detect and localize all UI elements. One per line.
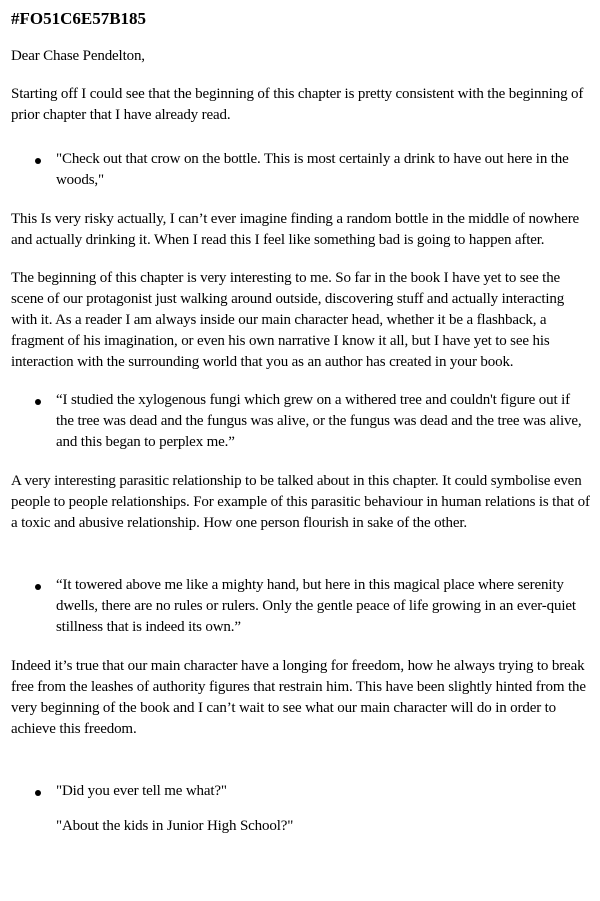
bullet-icon bbox=[35, 399, 41, 405]
salutation: Dear Chase Pendelton, bbox=[11, 48, 145, 64]
quote-followup-text: "About the kids in Junior High School?" bbox=[56, 818, 294, 834]
quote-text: “It towered above me like a mighty hand, but here in this magical place where serenity dwells, there are no rules or rulers. Only the gentle peace of life growing in an ever-quiet stillness that is indeed its own.” bbox=[56, 577, 576, 635]
paragraph-chapter-beginning: The beginning of this chapter is very interesting to me. So far in the book I have yet to see the scene of our protagonist just walking around outside, discovering stuff and actually interacting with it. As a reader I am always inside our main character head, whether it be a flashback, a fragment of his imagination, or even his own narrative I know it all, but I have yet to see his interaction with the surrounding world that you as an author has created in your book. bbox=[11, 270, 565, 370]
paragraph-intro: Starting off I could see that the beginning of this chapter is pretty consistent with the beginning of prior chapter that I have already read. bbox=[11, 86, 584, 123]
quote-item bbox=[11, 390, 591, 453]
paragraph-bottle: This Is very risky actually, I can’t ever imagine finding a random bottle in the middle of nowhere and actually drinking it. When I read this I feel like something bad is going to happen after. bbox=[11, 211, 580, 248]
bullet-icon bbox=[35, 790, 41, 796]
quote-item bbox=[11, 149, 591, 191]
quote-list bbox=[11, 149, 600, 191]
quote-text: “I studied the xylogenous fungi which grew on a withered tree and couldn't figure out if the tree was dead and the fungus was alive, or the fungus was dead and the tree was alive, and this began to perplex me.” bbox=[56, 392, 582, 450]
paragraph-freedom: Indeed it’s true that our main character have a longing for freedom, how he always trying to break free from the leashes of authority figures that restrain him. This have been slightly hinted from the very beginning of the book and I can’t wait to see what our main character will do in order to achieve this freedom. bbox=[11, 658, 586, 737]
bullet-icon bbox=[35, 584, 41, 590]
quote-list bbox=[11, 575, 600, 638]
quote-item bbox=[11, 575, 591, 638]
quote-text: "Did you ever tell me what?" bbox=[56, 783, 227, 799]
bullet-icon bbox=[35, 158, 41, 164]
quote-text: "Check out that crow on the bottle. This is most certainly a drink to have out here in the woods," bbox=[56, 151, 569, 188]
quote-list bbox=[11, 781, 600, 837]
document-id-heading: #FO51C6E57B185 bbox=[11, 9, 147, 28]
paragraph-parasitic: A very interesting parasitic relationship to be talked about in this chapter. It could symbolise even people to people relationships. For example of this parasitic behaviour in human relations is that of a toxic and abusive relationship. How one person flourish in sake of the other. bbox=[11, 473, 590, 531]
quote-item bbox=[11, 781, 591, 837]
quote-list bbox=[11, 390, 600, 453]
